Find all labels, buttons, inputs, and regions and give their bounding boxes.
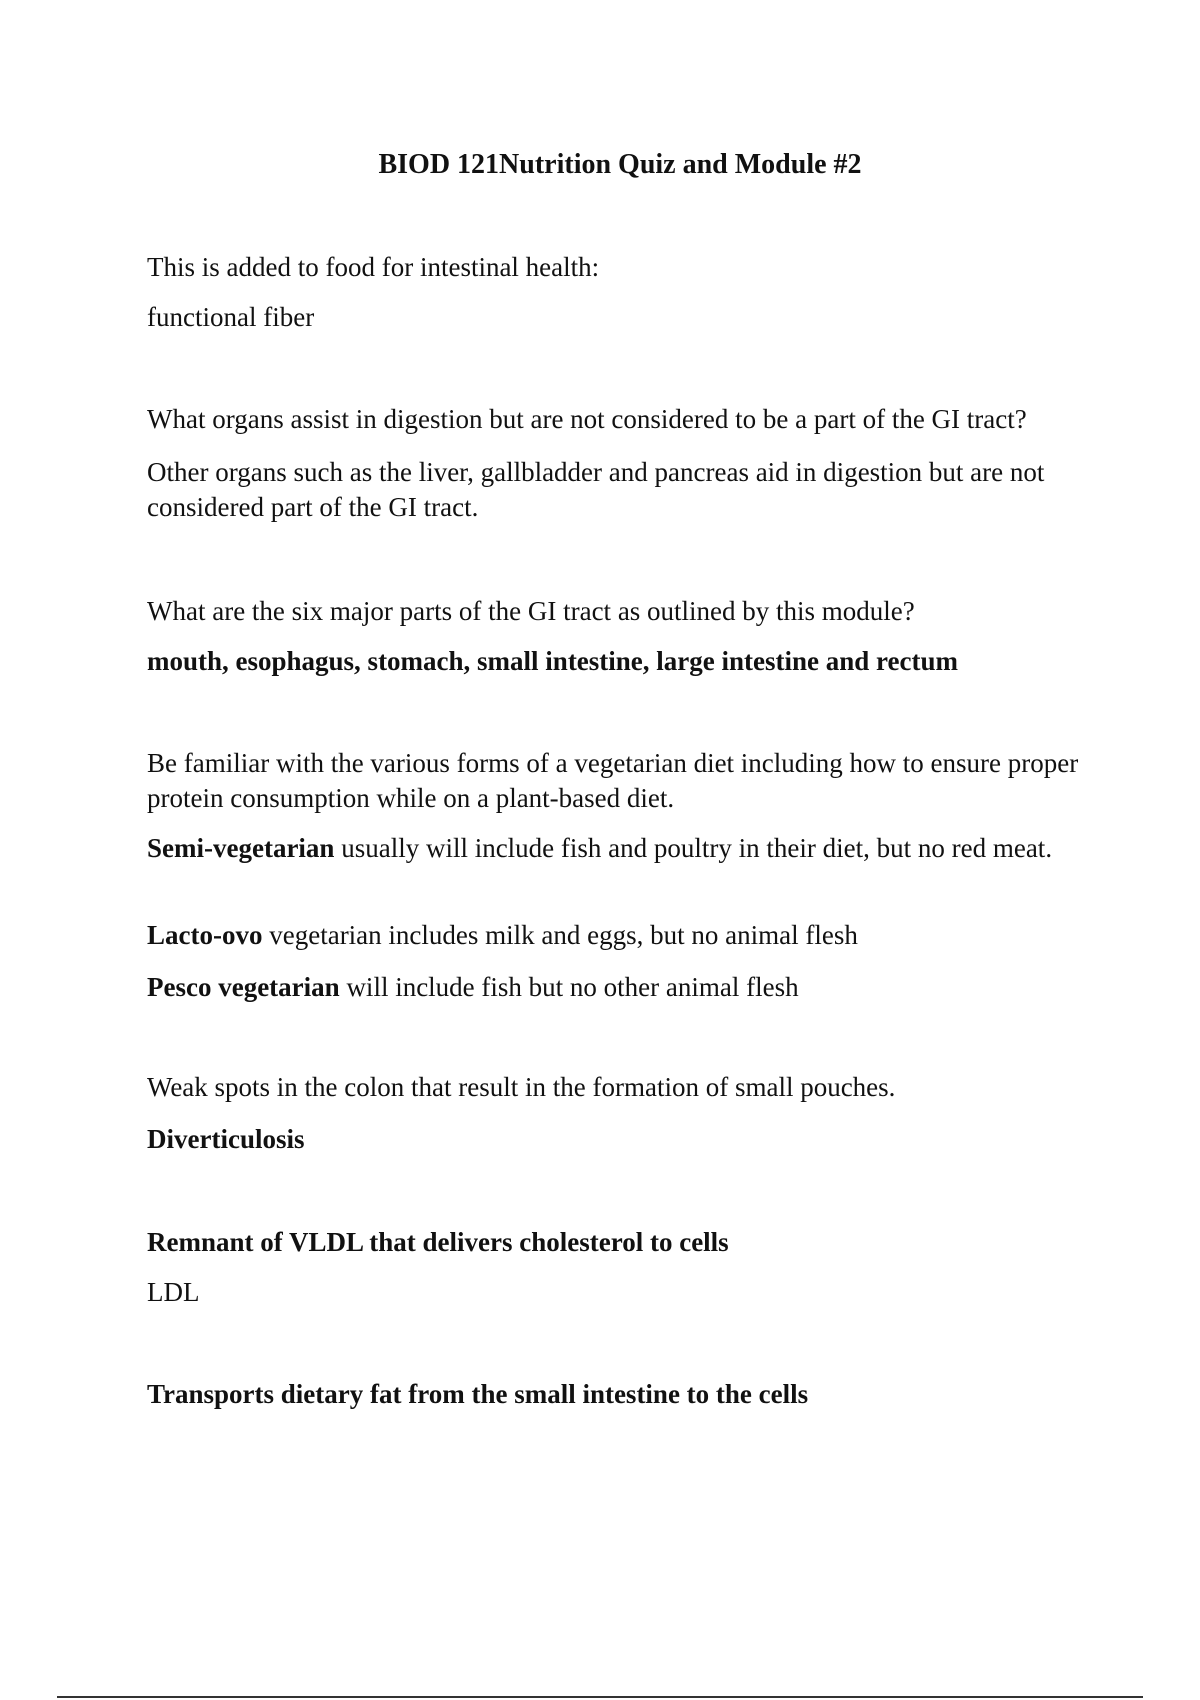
question-6: Remnant of VLDL that delivers cholesterol to cells — [147, 1227, 729, 1257]
footer-divider — [57, 1696, 1143, 1698]
definition-pesco-vegetarian: will include fish but no other animal flesh — [339, 972, 799, 1002]
answer-4-lacto — [147, 918, 1097, 953]
answer-1: functional fiber — [147, 302, 315, 332]
term-pesco-vegetarian: Pesco vegetarian — [147, 972, 340, 1002]
answer-2: Other organs such as the liver, gallbladder and pancreas aid in digestion but are not considered part of the GI tract. — [147, 457, 1045, 522]
question-5: Weak spots in the colon that result in the formation of small pouches. — [147, 1072, 896, 1102]
question-3: What are the six major parts of the GI tract as outlined by this module? — [147, 596, 915, 626]
question-1: This is added to food for intestinal health: — [147, 252, 600, 282]
answer-6: LDL — [147, 1277, 200, 1307]
term-lacto-ovo: Lacto-ovo — [147, 920, 263, 950]
question-4: Be familiar with the various forms of a vegetarian diet including how to ensure proper protein consumption while on a plant-based diet. — [147, 748, 1079, 813]
answer-4-semi — [147, 831, 1097, 866]
term-semi-vegetarian: Semi-vegetarian — [147, 833, 335, 863]
definition-lacto-ovo: vegetarian includes milk and eggs, but no animal flesh — [262, 920, 858, 950]
answer-3: mouth, esophagus, stomach, small intestine, large intestine and rectum — [147, 646, 959, 676]
definition-semi-vegetarian: usually will include fish and poultry in their diet, but no red meat. — [334, 833, 1053, 863]
question-2: What organs assist in digestion but are not considered to be a part of the GI tract? — [147, 404, 1027, 434]
answer-4-pesco — [147, 970, 1097, 1005]
question-7: Transports dietary fat from the small intestine to the cells — [147, 1379, 809, 1409]
document-title: BIOD 121Nutrition Quiz and Module #2 — [378, 149, 862, 180]
answer-5: Diverticulosis — [147, 1124, 305, 1154]
